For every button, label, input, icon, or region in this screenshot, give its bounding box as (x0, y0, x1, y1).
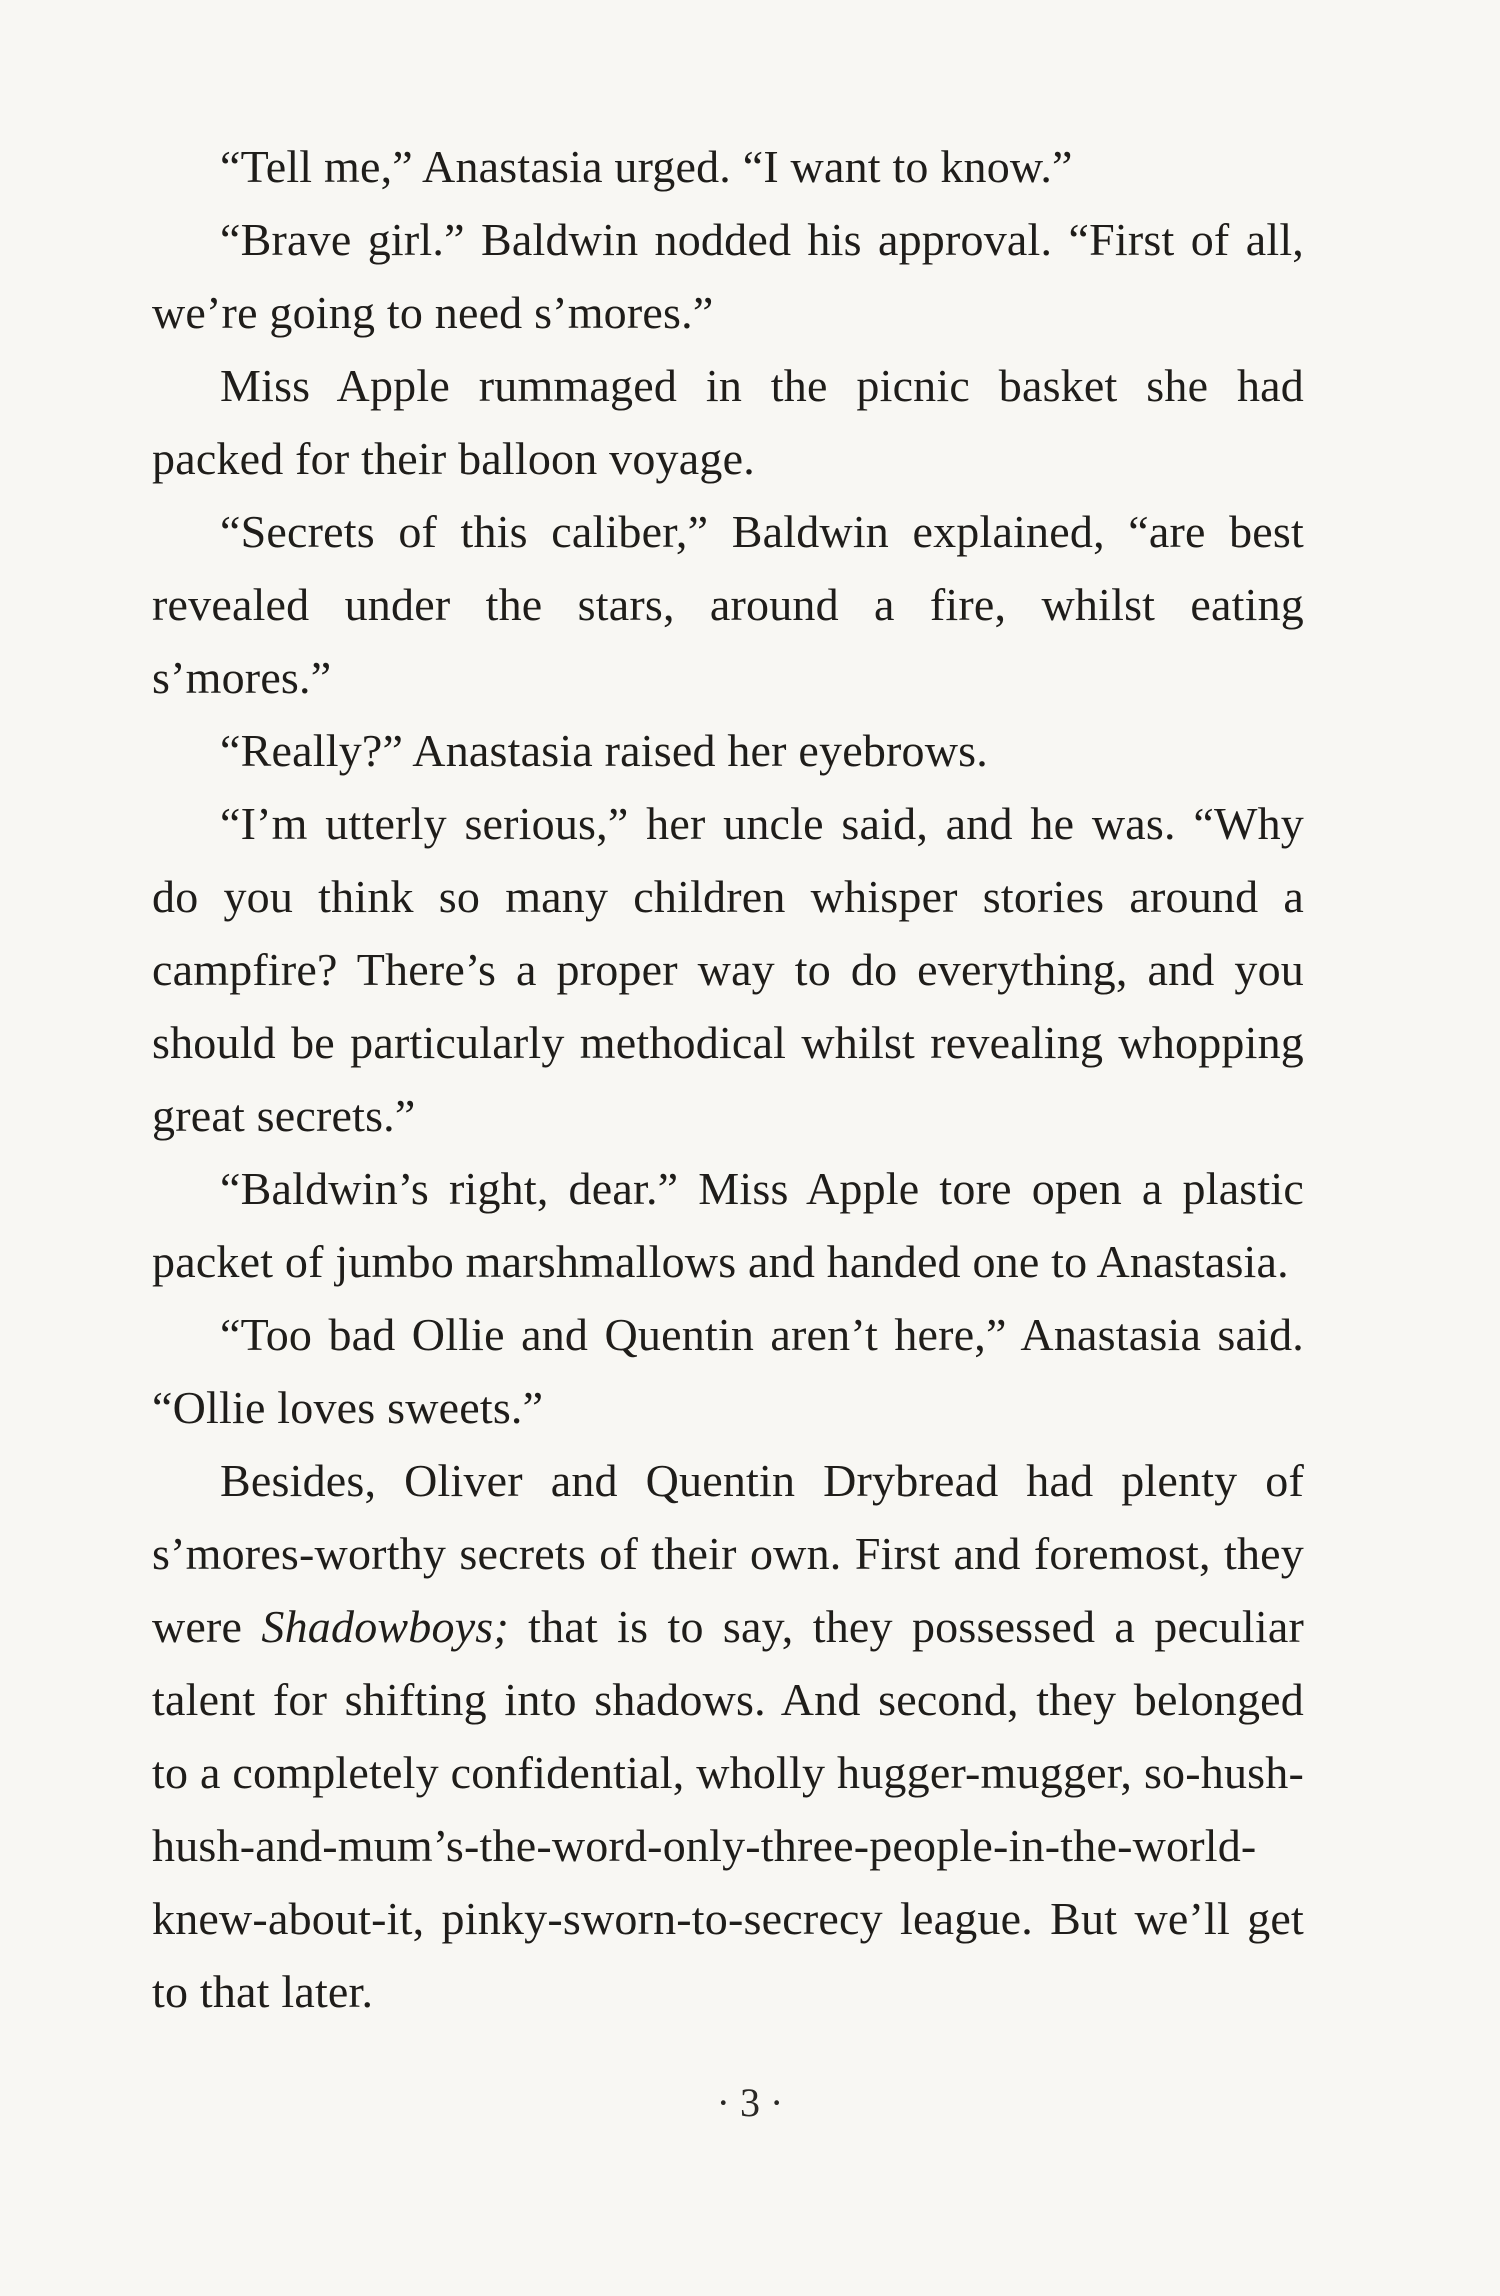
paragraph-text: Besides, Oliver and Quentin Drybread had plenty of s’mores-worthy secrets of their own. First and foremost, they were (152, 1455, 1304, 1652)
paragraph: “Too bad Ollie and Quentin aren’t here,” Anastasia said. “Ollie loves sweets.” (152, 1309, 1304, 1433)
page-body (152, 130, 1304, 2028)
paragraph: “Tell me,” Anastasia urged. “I want to know.” (220, 141, 1073, 192)
paragraph: “Baldwin’s right, dear.” Miss Apple tore open a plastic packet of jumbo marshmallows and handed one to Anastasia. (152, 1163, 1304, 1287)
italic-term: Shadowboys; (261, 1601, 509, 1652)
paragraph: “Brave girl.” Baldwin nodded his approval. “First of all, we’re going to need s’mores.” (152, 214, 1304, 338)
paragraph-last (152, 1444, 1304, 2028)
paragraph: “Really?” Anastasia raised her eyebrows. (220, 725, 988, 776)
paragraph: “Secrets of this caliber,” Baldwin explained, “are best revealed under the stars, around a fire, whilst eating s’mores.” (152, 506, 1304, 703)
page-number: · 3 · (716, 2080, 784, 2125)
paragraph: “I’m utterly serious,” her uncle said, and he was. “Why do you think so many children whisper stories around a campfire? There’s a proper way to do everything, and you should be particularly methodical whilst revealing whopping great secrets.” (152, 798, 1304, 1141)
paragraph: Miss Apple rummaged in the picnic basket she had packed for their balloon voyage. (152, 360, 1304, 484)
paragraph-text: that is to say, they possessed a peculiar talent for shifting into shadows. And second, they belonged to a completely confidential, wholly hugger-mugger, so-hush-hush-and-mum’s-the-word-only-three-people-in-the-world-knew-about-it, pinky-sworn-to-secrecy league. But we’ll get to that later. (152, 1601, 1304, 2017)
